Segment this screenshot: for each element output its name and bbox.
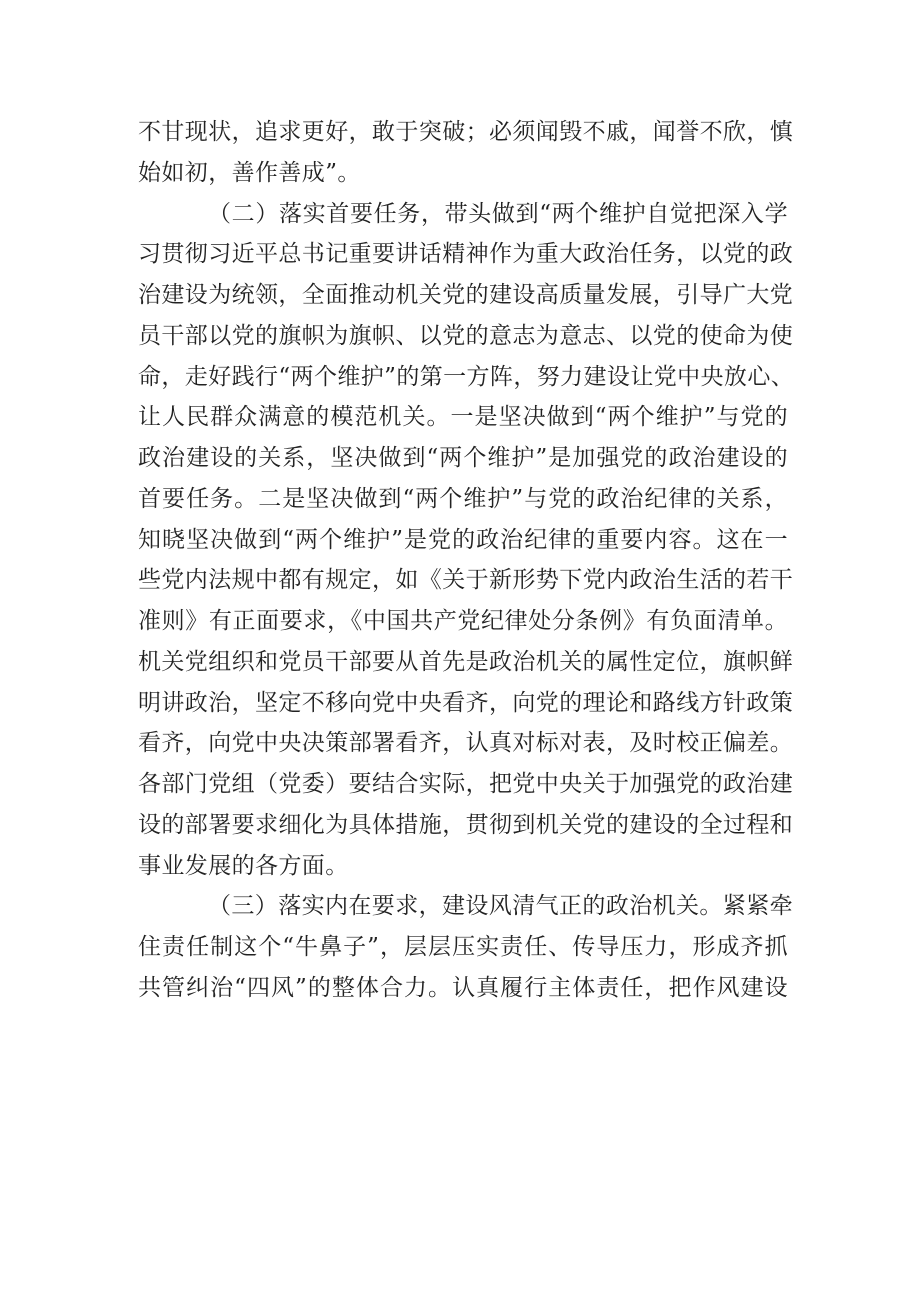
text-line: 事业发展的各方面。 xyxy=(138,852,349,879)
paragraph-section-2 xyxy=(138,194,795,887)
text-line: 设的部署要求细化为具体措施，贯彻到机关党的建设的全过程和 xyxy=(138,811,794,838)
text-line: 员干部以党的旗帜为旗帜、以党的意志为意志、以党的使命为使 xyxy=(138,322,794,349)
text-line: 治建设为统领，全面推动机关党的建设高质量发展，引导广大党 xyxy=(138,282,794,308)
text-line: 始如初，善作善成”。 xyxy=(138,159,361,186)
text-line: 共管纠治“四风”的整体合力。认真履行主体责任，把作风建设 xyxy=(138,974,788,1001)
document-body xyxy=(138,112,795,1009)
text-line: （三）落实内在要求，建设风清气正的政治机关。紧紧牵 xyxy=(208,893,793,920)
text-line: 首要任务。二是坚决做到“两个维护”与党的政治纪律的关系， xyxy=(138,485,788,512)
text-line: 政治建设的关系，坚决做到“两个维护”是加强党的政治建设的 xyxy=(138,445,788,471)
text-line: 让人民群众满意的模范机关。一是坚决做到“两个维护”与党的 xyxy=(138,404,788,431)
text-line: （二）落实首要任务，带头做到“两个维护自觉把深入学 xyxy=(208,200,788,227)
paragraph-section-3 xyxy=(138,886,793,1008)
text-line: 习贯彻习近平总书记重要讲话精神作为重大政治任务，以党的政 xyxy=(138,241,794,268)
text-line: 各部门党组（党委）要结合实际，把党中央关于加强党的政治建 xyxy=(138,771,794,797)
text-line: 看齐，向党中央决策部署看齐，认真对标对表，及时校正偏差。 xyxy=(138,730,794,757)
text-line: 机关党组织和党员干部要从首先是政治机关的属性定位，旗帜鲜 xyxy=(138,648,794,675)
paragraph-continuation xyxy=(138,112,794,194)
text-line: 不甘现状，追求更好，敢于突破；必须闻毁不戚，闻誉不欣，慎 xyxy=(138,119,794,145)
text-line: 命，走好践行“两个维护”的第一方阵，努力建设让党中央放心、 xyxy=(138,363,795,390)
text-line: 些党内法规中都有规定，如《关于新形势下党内政治生活的若干 xyxy=(138,567,794,594)
text-line: 知晓坚决做到“两个维护”是党的政治纪律的重要内容。这在一 xyxy=(138,526,788,553)
text-line: 住责任制这个“牛鼻子”，层层压实责任、传导压力，形成齐抓 xyxy=(138,934,788,960)
text-line: 明讲政治，坚定不移向党中央看齐，向党的理论和路线方针政策 xyxy=(138,689,794,716)
text-line: 准则》有正面要求，《中国共产党纪律处分条例》有负面清单。 xyxy=(138,608,788,634)
